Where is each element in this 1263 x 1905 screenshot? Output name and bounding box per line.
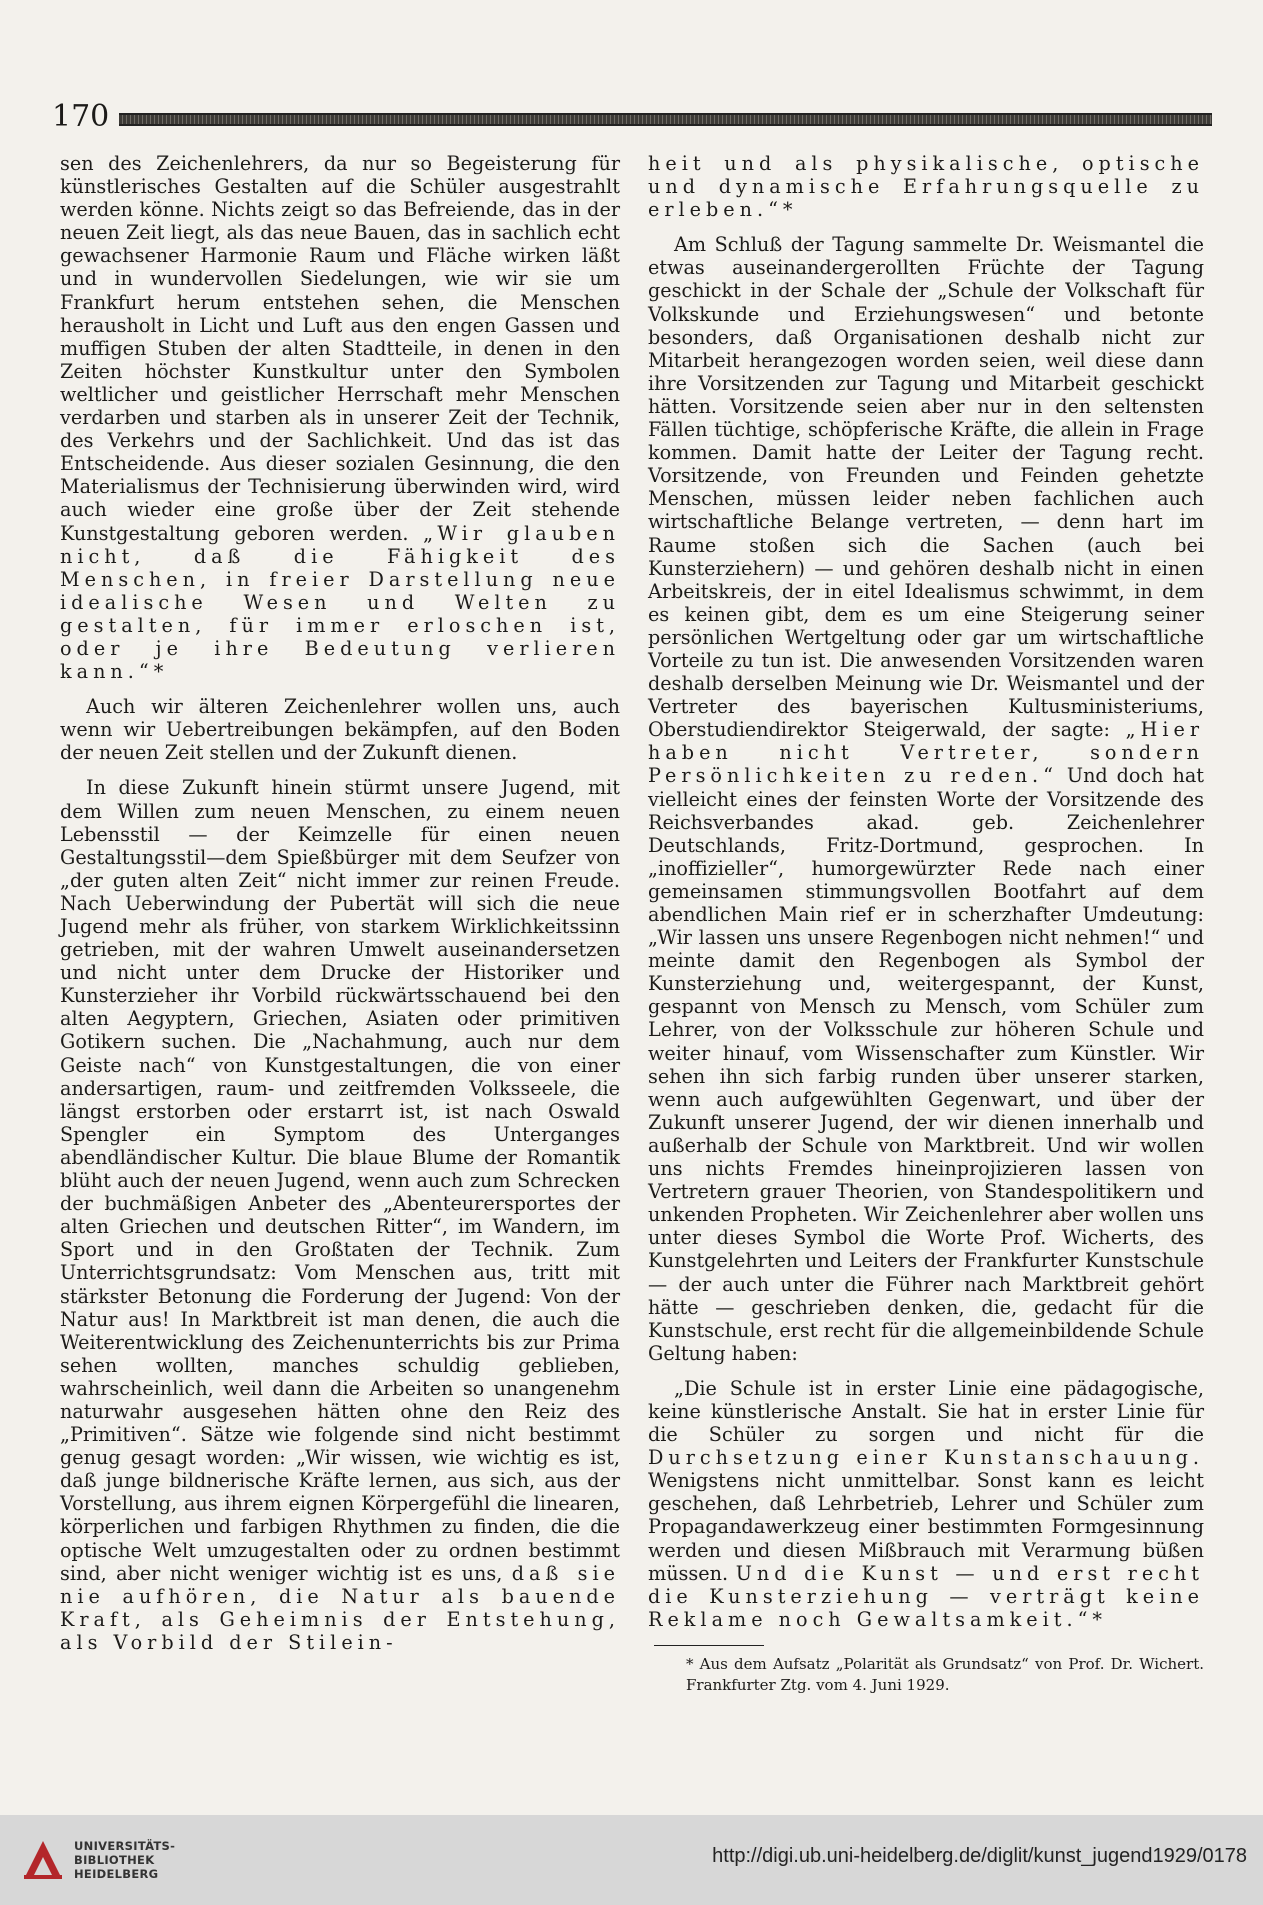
logo-line-3: HEIDELBERG [74, 1867, 159, 1881]
footnote-rule [654, 1645, 764, 1646]
right-spaced-quote: „Hier haben nicht Vertreter, sondern Persönlichkeiten zu reden.“ [648, 718, 1204, 788]
source-url[interactable]: http://digi.ub.uni-heidelberg.de/diglit/kunst_jugend1929/0178 [712, 1845, 1247, 1867]
left-paragraph-1 [60, 152, 620, 683]
quote-spaced-1: Durchsetzung einer Kunstanschauung. [648, 1446, 1204, 1470]
left-paragraph-1-text: sen des Zeichenlehrers, da nur so Begeisterung für künstlerisches Gestalten auf die Schüler ausgestrahlt werden könne. Nichts zeigt so das Befreiende, das in der neuen Zeit liegt, als das neue Bauen, das in sachlich echt gewachsener Harmonie Raum und Fläche wirken läßt und in wundervollen Siedelungen, wie wir sie um Frankfurt herum entstehen sehen, die Menschen herausholt in Licht und Luft aus den engen Gassen und muffigen Stuben der alten Stadtteile, in denen in den Zeiten höchster Kunstkultur unter den Symbolen weltlicher und geistlicher Herrschaft mehr Menschen verdarben und starben als in unserer Zeit der Technik, des Verkehrs und der Sachlichkeit. Und das ist das Entscheidende. Aus dieser sozialen Gesinnung, die den Materialismus der Technisierung überwinden wird, wird auch wieder eine große über der Zeit stehende Kunstgestaltung geboren werden. [60, 152, 620, 545]
right-continuation: heit und als physikalische, optische und dynamische Erfahrungsquelle zu erleben.“* [648, 152, 1204, 222]
logo-line-2: BIBLIOTHEK [74, 1853, 155, 1867]
page-number: 170 [52, 99, 110, 134]
left-paragraph-3-text: In diese Zukunft hinein stürmt unsere Jugend, mit dem Willen zum neuen Menschen, zu einem neuen Lebensstil — der Keimzelle für einen neuen Gestaltungsstil—dem Spießbürger mit dem Seufzer von „der guten alten Zeit“ nicht immer zur reinen Freude. Nach Ueberwindung der Pubertät will sich die neue Jugend mehr als früher, von starkem Wirklichkeitssinn getrieben, mit der wahren Umwelt auseinandersetzen und nicht unter dem Drucke der Historiker und Kunsterzieher ihr Vorbild rückwärtsschauend bei den alten Aegyptern, Griechen, Asiaten oder primitiven Gotikern suchen. Die „Nachahmung, auch nur dem Geiste nach“ von Kunstgestaltungen, die von einer andersartigen, raum- und zeitfremden Volksseele, die längst erstorben oder erstarrt ist, ist nach Oswald Spengler ein Symptom des Unterganges abendländischer Kultur. Die blaue Blume der Romantik blüht auch der neuen Jugend, wenn auch zum Schrecken der buchmäßigen Anbeter des „Abenteurersportes der alten Griechen und deutschen Ritter“, im Wandern, im Sport und in den Großtaten der Technik. Zum Unterrichtsgrundsatz: Vom Menschen aus, tritt mit stärkster Betonung die Forderung der Jugend: Von der Natur aus! In Marktbreit ist man denen, die auch die Weiterentwicklung des Zeichenunterrichts bis zur Prima sehen wollten, manches schuldig geblieben, wahrscheinlich, weil dann die Arbeiten so unangenehm naturwahr ausgesehen hätten ohne den Reiz des „Primitiven“. Sätze wie folgende sind nicht bestimmt genug gesagt worden: „Wir wissen, wie wichtig es ist, daß junge bildnerische Kräfte lernen, aus sich, aus der Vorstellung, aus ihrem eignen Körpergefühl die linearen, körperlichen und farbigen Rhythmen zu finden, die die optische Welt umzugestalten oder zu ordnen bestimmt sind, aber nicht weniger wichtig ist es uns, [60, 776, 620, 1585]
quote-spaced-2: Und die Kunst — und erst recht die Kunsterziehung — verträgt keine Reklame noch Gewaltsamkeit.“* [648, 1561, 1204, 1631]
footnote: * Aus dem Aufsatz „Polarität als Grundsatz“ von Prof. Dr. Wichert. Frankfurter Ztg. vom 4. Juni 1929. [686, 1654, 1204, 1694]
right-column [648, 152, 1204, 1696]
library-logo-icon [20, 1837, 66, 1883]
library-logo-text [74, 1839, 175, 1881]
page-header [52, 92, 1212, 132]
quote-text-2: Wenigstens nicht unmittelbar. Sonst kann es leicht geschehen, daß Lehrbetrieb, Lehrer und Schüler zum Propagandawerkzeug einer bestimmten Formgesinnung werden und diesen Mißbrauch mit Verarmung büßen müssen. [648, 1469, 1204, 1585]
right-quote [648, 1377, 1204, 1631]
left-paragraph-3 [60, 776, 620, 1654]
header-rule [119, 113, 1212, 126]
left-column [60, 152, 620, 1666]
logo-line-1: UNIVERSITÄTS- [74, 1839, 176, 1853]
right-paragraph-1-end: Und doch hat vielleicht eines der feinsten Worte der Vorsitzende des Reichsverbandes akad. geb. Zeichenlehrer Deutschlands, Fritz-Dortmund, gesprochen. In „inoffizieller“, humorgewürzter Rede nach einer gemeinsamen stimmungsvollen Bootfahrt auf dem abendlichen Main rief er in scherzhafter Umdeutung: „Wir lassen uns unsere Regenbogen nicht nehmen!“ und meinte damit den Regenbogen als Symbol der Kunsterziehung und, weitergespannt, der Kunst, gespannt von Mensch zu Mensch, vom Schüler zum Lehrer, von der Volksschule zur höheren Schule und weiter hinauf, vom Wissenschafter zum Künstler. Wir sehen ihn sich farbig runden über unserer starken, wenn auch aufgewühlten Gegenwart, und über der Zukunft unserer Jugend, der wir dienen innerhalb und außerhalb der Schule von Marktbreit. Und wir wollen uns nichts Fremdes hineinprojizieren lassen von Vertretern grauer Theorien, von Standespolitikern und unkenden Propheten. Wir Zeichenlehrer aber wollen uns unter dieses Symbol die Worte Prof. Wicherts, des Kunstgelehrten und Leiters der Frankfurter Kunstschule — der auch unter die Führer nach Marktbreit gehört hätte — geschrieben denken, die, gedacht für die Kunstschule, erst recht für die allgemeinbildende Schule Geltung haben: [648, 764, 1204, 1365]
right-paragraph-1-text: Am Schluß der Tagung sammelte Dr. Weismantel die etwas auseinandergerollten Früchte der Tagung geschickt in der Schale der „Schule der Volkschaft für Volkskunde und Erziehungswesen“ und betonte besonders, daß Organisationen deshalb nicht zur Mitarbeit herangezogen worden seien, weil diese dann ihre Vorsitzenden zur Tagung und Mitarbeit geschickt hätten. Vorsitzende seien aber nur in den seltensten Fällen tüchtige, schöpferische Kräfte, die allein in Frage kommen. Damit hatte der Leiter der Tagung recht. Vorsitzende, von Freunden und Feinden gehetzte Menschen, müssen leider neben fachlichen auch wirtschaftliche Belange vertreten, — denn hart im Raume stoßen sich die Sachen (auch bei Kunsterziehern) — und gehören deshalb nicht in einen Arbeitskreis, der in eitel Idealismus schwimmt, in dem es keinen gibt, dem es um eine Steigerung seiner persönlichen Wertgeltung oder gar um wirtschaftliche Vorteile zu tun ist. Die anwesenden Vorsitzenden waren deshalb derselben Meinung wie Dr. Weismantel und der Vertreter des bayerischen Kultusministeriums, Oberstudiendirektor Steigerwald, der sagte: [648, 233, 1204, 742]
library-logo[interactable] [20, 1837, 175, 1883]
footer-bar [0, 1815, 1263, 1905]
left-paragraph-2: Auch wir älteren Zeichenlehrer wollen uns, auch wenn wir Uebertreibungen bekämpfen, auf den Boden der neuen Zeit stellen und der Zukunft dienen. [60, 695, 620, 765]
quote-text-1: „Die Schule ist in erster Linie eine pädagogische, keine künstlerische Anstalt. Sie hat in erster Linie für die Schüler zu sorgen und nicht für die [648, 1376, 1204, 1447]
left-spaced-end: daß sie nie aufhören, die Natur als bauende Kraft, als Geheimnis der Entstehung, als Vorbild der Stilein- [60, 1561, 620, 1654]
left-spaced-quote: „Wir glauben nicht, daß die Fähigkeit des Menschen, in freier Darstellung neue idealische Wesen und Welten zu gestalten, für immer erloschen ist, oder je ihre Bedeutung verlieren kann.“* [60, 521, 621, 684]
right-paragraph-1 [648, 233, 1204, 1365]
